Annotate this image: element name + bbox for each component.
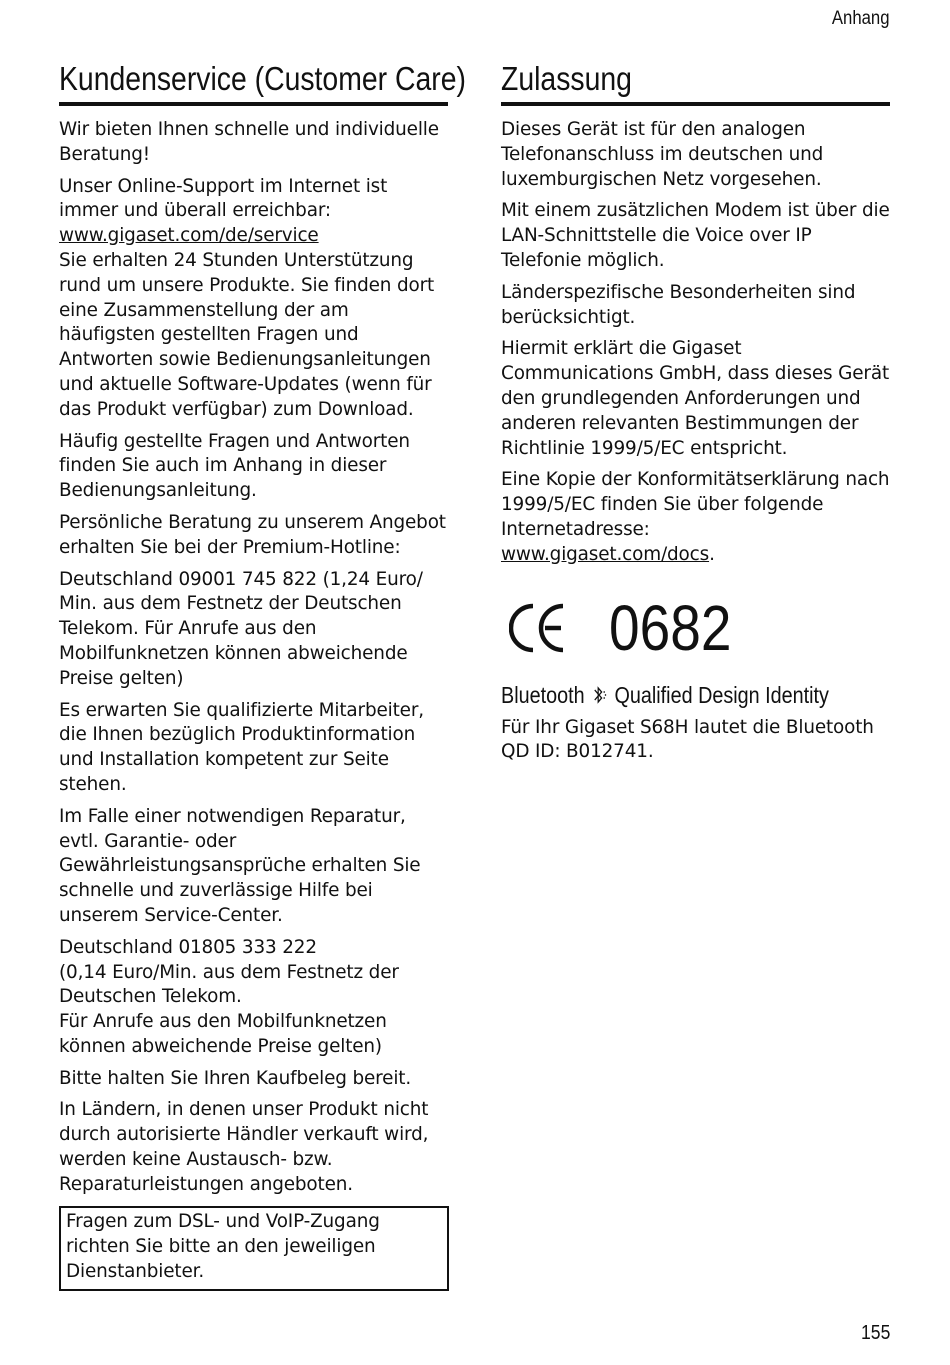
paragraph: Persönliche Beratung zu unserem Angebot erhalten Sie bei der Premium-Hotline: [59,511,446,558]
paragraph: Wir bieten Ihnen schnelle und individuelle Beratung! [59,119,439,165]
paragraph: In Ländern, in denen unser Produkt nicht durch autorisierte Händler verkauft wird, werden keine Austausch- bzw. Reparaturleistungen angeboten. [59,1099,429,1195]
bluetooth-title: Bluetooth Qualified Design Identity [501,681,829,708]
page-number: 155 [860,1322,890,1344]
paragraph: Dieses Gerät ist für den analogen Telefonanschluss im deutschen und luxemburgischen Netz vorgesehen. [501,119,824,190]
paragraph: Häufig gestellte Fragen und Antworten finden Sie auch im Anhang in dieser Bedienungsanleitung. [59,430,410,502]
running-head: Anhang [832,8,890,29]
paragraph: Mit einem zusätzlichen Modem ist über die LAN-Schnittstelle die Voice over IP Telefonie möglich. [501,200,890,271]
right-column [501,60,890,772]
service-center-paragraph: Deutschland 01805 333 222 (0,14 Euro/Min. aus dem Festnetz der Deutschen Telekom. Für Anrufe aus den Mobilfunknetzen können abweichende Preise gelten) [59,936,399,1057]
notified-body-number: 0682 [609,591,732,664]
customer-care-title: Kundenservice (Customer Care) [59,60,448,106]
paragraph: Länderspezifische Besonderheiten sind berücksichtigt. [501,281,856,328]
online-support-paragraph: Unser Online-Support im Internet ist immer und überall erreichbar: www.gigaset.com/de/service Sie erhalten 24 Stunden Unterstützung rund um unsere Produkte. Sie finden dort eine Zusammenstellung der am häufigsten gestellten Fragen und Antworten sowie Bedienungsanleitungen und aktuelle Software-Updates (wenn für das Produkt verfügbar) zum Download. [59,175,435,420]
docs-link[interactable]: www.gigaset.com/docs [501,543,710,565]
note-box [59,1206,449,1291]
approval-title: Zulassung [501,60,890,106]
note-text: Fragen zum DSL- und VoIP-Zugang richten Sie bitte an den jeweiligen Dienstanbieter. [66,1211,380,1282]
bluetooth-icon [593,685,607,705]
ce-marking [501,592,890,680]
paragraph: Hiermit erklärt die Gigaset Communications GmbH, dass dieses Gerät den grundlegenden Anforderungen und anderen relevanten Bestimmungen der Richtlinie 1999/5/EC entspricht. [501,338,890,459]
paragraph: Es erwarten Sie qualifizierte Mitarbeiter, die Ihnen bezüglich Produktinformation und Installation kompetent zur Seite stehen. [59,699,424,795]
service-link[interactable]: www.gigaset.com/de/service [59,225,319,247]
conformity-paragraph: Eine Kopie der Konformitätserklärung nach 1999/5/EC finden Sie über folgende Internetadresse: www.gigaset.com/docs. [501,469,890,565]
paragraph: Bitte halten Sie Ihren Kaufbeleg bereit. [59,1067,412,1089]
hotline-paragraph: Deutschland 09001 745 822 (1,24 Euro/ Min. aus dem Festnetz der Deutschen Telekom. Für Anrufe aus den Mobilfunknetzen können abweichende Preise gelten) [59,568,423,689]
paragraph: Im Falle einer notwendigen Reparatur, evtl. Garantie- oder Gewährleistungsansprüche erhalten Sie schnelle und zuverlässige Hilfe bei unserem Service-Center. [59,805,421,926]
ce-mark-icon [509,602,567,654]
bluetooth-qd-id: Für Ihr Gigaset S68H lautet die Bluetooth QD ID: B012741. [501,716,874,763]
left-column [59,60,466,1205]
